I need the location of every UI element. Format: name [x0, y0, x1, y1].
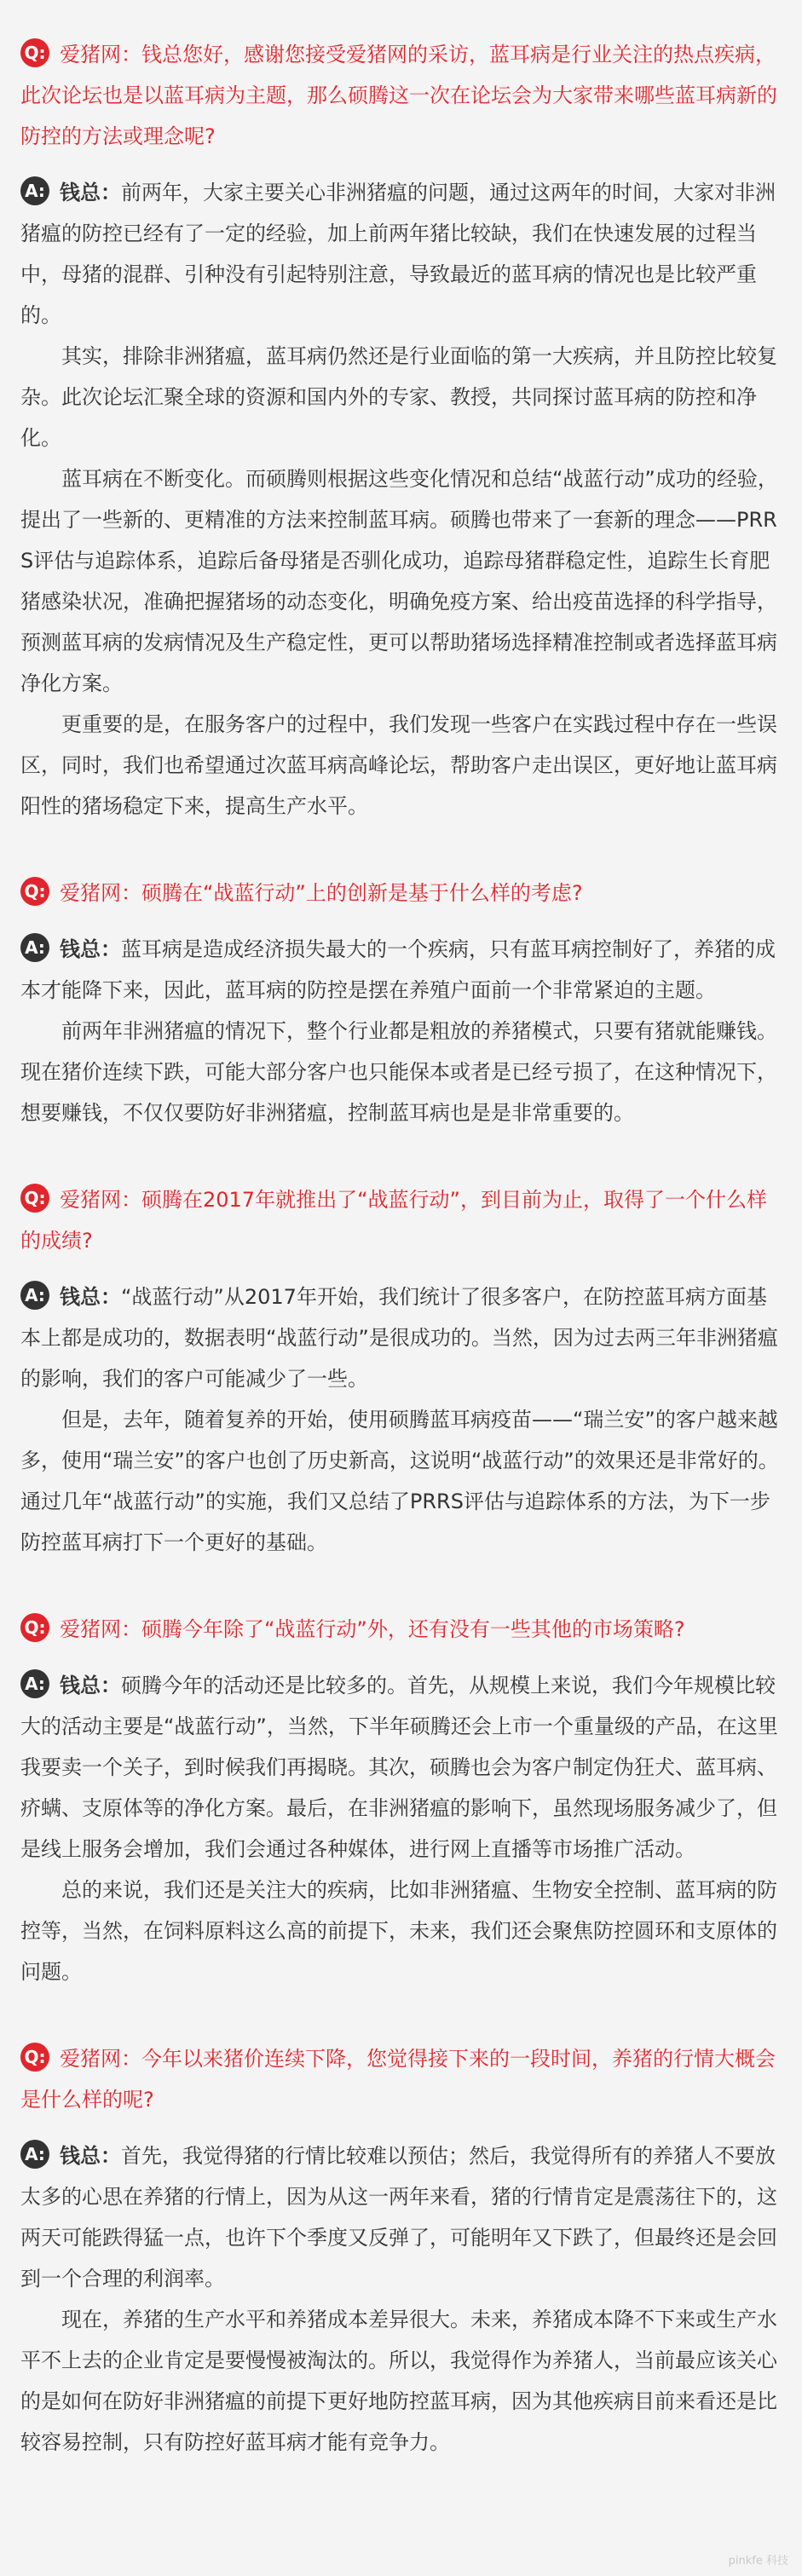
speaker-name: 钱总：: [60, 1285, 121, 1309]
question-badge-icon: Q:: [20, 2043, 49, 2072]
qa-block-2: [20, 873, 782, 1133]
question-text: 爱猪网：硕腾在“战蓝行动”上的创新是基于什么样的考虑?: [60, 881, 583, 905]
answer: [20, 1665, 782, 1870]
answer-text: 前两年，大家主要关心非洲猪瘟的问题，通过这两年的时间，大家对非洲猪瘟的防控已经有了一定的经验，加上前两年猪比较缺，我们在快速发展的过程当中，母猪的混群、引种没有引起特别注意，导致最近的蓝耳病的情况也是比较严重的。: [20, 181, 776, 327]
question: [20, 2038, 782, 2120]
question: [20, 34, 782, 157]
qa-block-5: [20, 2038, 782, 2463]
answer: [20, 172, 782, 336]
answer-paragraph: 但是，去年，随着复养的开始，使用硕腾蓝耳病疫苗——“瑞兰安”的客户越来越多，使用“瑞兰安”的客户也创了历史新高，这说明“战蓝行动”的效果还是非常好的。通过几年“战蓝行动”的实施，我们又总结了PRRS评估与追踪体系的方法，为下一步防控蓝耳病打下一个更好的基础。: [20, 1408, 779, 1554]
answer-text: 蓝耳病是造成经济损失最大的一个疾病，只有蓝耳病控制好了，养猪的成本才能降下来，因此，蓝耳病的防控是摆在养殖户面前一个非常紧迫的主题。: [20, 937, 776, 1002]
answer-text: 首先，我觉得猪的行情比较难以预估；然后，我觉得所有的养猪人不要放太多的心思在养猪的行情上，因为从这一两年来看，猪的行情肯定是震荡往下的，这两天可能跌得猛一点，也许下个季度又反弹了，可能明年又下跌了，但最终还是会回到一个合理的利润率。: [20, 2144, 777, 2291]
question: [20, 1609, 782, 1650]
answer-badge-icon: A:: [20, 933, 49, 962]
answer-badge-icon: A:: [20, 1281, 49, 1310]
answer-text: “战蓝行动”从2017年开始，我们统计了很多客户，在防控蓝耳病方面基本上都是成功的，数据表明“战蓝行动”是很成功的。当然，因为过去两三年非洲猪瘟的影响，我们的客户可能减少了一些。: [20, 1285, 778, 1391]
question-text: 爱猪网：今年以来猪价连续下降，您觉得接下来的一段时间，养猪的行情大概会是什么样的呢?: [20, 2047, 776, 2112]
question-badge-icon: Q:: [20, 38, 49, 67]
answer-badge-icon: A:: [20, 176, 49, 205]
speaker-name: 钱总：: [60, 937, 121, 961]
answer-paragraph: 更重要的是，在服务客户的过程中，我们发现一些客户在实践过程中存在一些误区，同时，我们也希望通过次蓝耳病高峰论坛，帮助客户走出误区，更好地让蓝耳病阳性的猪场稳定下来，提高生产水平。: [20, 712, 777, 818]
answer-paragraph: 总的来说，我们还是关注大的疾病，比如非洲猪瘟、生物安全控制、蓝耳病的防控等，当然，在饲料原料这么高的前提下，未来，我们还会聚焦防控圆环和支原体的问题。: [20, 1878, 777, 1984]
answer-badge-icon: A:: [20, 1669, 49, 1698]
answer: [20, 2135, 782, 2299]
answer: [20, 1276, 782, 1399]
speaker-name: 钱总：: [60, 2144, 121, 2168]
answer-paragraph: 蓝耳病在不断变化。而硕腾则根据这些变化情况和总结“战蓝行动”成功的经验，提出了一些新的、更精准的方法来控制蓝耳病。硕腾也带来了一套新的理念——PRRS评估与追踪体系，追踪后备母猪是否驯化成功，追踪母猪群稳定性，追踪生长育肥猪感染状况，准确把握猪场的动态变化，明确免疫方案、给出疫苗选择的科学指导，预测蓝耳病的发病情况及生产稳定性，更可以帮助猪场选择精准控制或者选择蓝耳病净化方案。: [20, 467, 778, 695]
answer-text: 硕腾今年的活动还是比较多的。首先，从规模上来说，我们今年规模比较大的活动主要是“战蓝行动”，当然，下半年硕腾还会上市一个重量级的产品，在这里我要卖一个关子，到时候我们再揭晓。其次，硕腾也会为客户制定伪狂犬、蓝耳病、疥螨、支原体等的净化方案。最后，在非洲猪瘟的影响下，虽然现场服务减少了，但是线上服务会增加，我们会通过各种媒体，进行网上直播等市场推广活动。: [20, 1674, 778, 1861]
question-badge-icon: Q:: [20, 877, 49, 906]
question-badge-icon: Q:: [20, 1184, 49, 1213]
qa-block-4: [20, 1609, 782, 1992]
answer-paragraph: 其实，排除非洲猪瘟，蓝耳病仍然还是行业面临的第一大疾病，并且防控比较复杂。此次论坛汇聚全球的资源和国内外的专家、教授，共同探讨蓝耳病的防控和净化。: [20, 344, 777, 450]
speaker-name: 钱总：: [60, 1674, 121, 1697]
watermark: pinkfe 科技: [728, 2555, 788, 2567]
question-badge-icon: Q:: [20, 1613, 49, 1642]
answer-badge-icon: A:: [20, 2140, 49, 2169]
question: [20, 873, 782, 913]
answer-paragraph: 前两年非洲猪瘟的情况下，整个行业都是粗放的养猪模式，只要有猪就能赚钱。现在猪价连续下跌，可能大部分客户也只能保本或者是已经亏损了，在这种情况下，想要赚钱，不仅仅要防好非洲猪瘟，控制蓝耳病也是是非常重要的。: [20, 1019, 777, 1125]
question: [20, 1179, 782, 1261]
answer-paragraph: 现在，养猪的生产水平和养猪成本差异很大。未来，养猪成本降不下来或生产水平不上去的企业肯定是要慢慢被淘汰的。所以，我觉得作为养猪人，当前最应该关心的是如何在防好非洲猪瘟的前提下更好地防控蓝耳病，因为其他疾病目前来看还是比较容易控制，只有防控好蓝耳病才能有竞争力。: [20, 2308, 777, 2454]
answer: [20, 929, 782, 1011]
question-text: 爱猪网：钱总您好，感谢您接受爱猪网的采访，蓝耳病是行业关注的热点疾病，此次论坛也是以蓝耳病为主题，那么硕腾这一次在论坛会为大家带来哪些蓝耳病新的防控的方法或理念呢?: [20, 43, 777, 148]
question-text: 爱猪网：硕腾在2017年就推出了“战蓝行动”，到目前为止，取得了一个什么样的成绩?: [20, 1188, 767, 1253]
speaker-name: 钱总：: [60, 181, 121, 205]
qa-block-3: [20, 1179, 782, 1563]
question-text: 爱猪网：硕腾今年除了“战蓝行动”外，还有没有一些其他的市场策略?: [60, 1617, 685, 1641]
qa-block-1: [20, 34, 782, 827]
